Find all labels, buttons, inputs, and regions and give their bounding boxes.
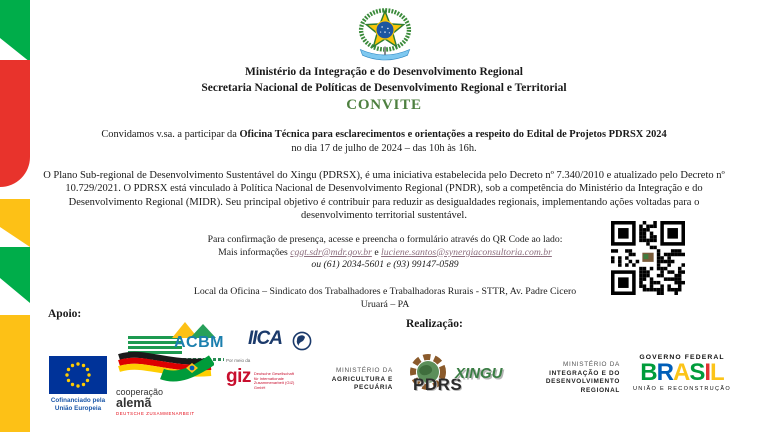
- giz-side-2: für Internationale: [253, 375, 284, 381]
- ministry-title: Ministério da Integração e do Desenvolvimento Regional: [245, 66, 523, 78]
- brazil-coat-of-arms-icon: [347, 6, 423, 64]
- program-description: O Plano Sub-regional de Desenvolvimento Sustentável do Xingu (PDRSX), é uma iniciativa estabelecida pelo Decreto nº 7.340/2010 e atualizado pelo Decreto nº 10.729/2021. O PDRSX está vinculado à Política Nacional de Desenvolvimento Regional (PNDR), sob a competência do Ministério da Integração e do Desenvolvimento Regional (MIDR). Seu principal objetivo é contribuir para reduzir as desigualdades regionais, implementando ações voltadas para o desenvolvimento territorial sustentável.: [43, 170, 725, 222]
- german-cooperation-logo: [116, 348, 216, 416]
- giz-side-1: Deutsche Gesellschaft: [253, 371, 294, 376]
- confirmation-line: Para confirmação de presença, acesse e preencha o formulário através do QR Code ao lado:: [207, 234, 563, 245]
- page-title: CONVITE: [346, 97, 422, 113]
- giz-side-3: Zusammenarbeit (GIZ) GmbH: [253, 380, 295, 390]
- apoio-label: Apoio:: [48, 308, 82, 320]
- invitation-event: Oficina Técnica para esclarecimentos e orientações a respeito do Edital de Projetos PDRSX 2024: [239, 129, 667, 140]
- midr-line-4: REGIONAL: [580, 386, 620, 394]
- iica-logo: [248, 328, 312, 362]
- giz-logo: [226, 358, 306, 406]
- pdrsx-wordmark-1: PDRS: [413, 375, 463, 394]
- location-block: [130, 285, 640, 311]
- iica-globe-icon: [292, 331, 312, 351]
- strip-yellow-triangle: [0, 227, 30, 247]
- mapa-line-3: PECUÁRIA: [354, 384, 393, 392]
- decorative-left-strip: [0, 0, 30, 432]
- midr-line-3: DESENVOLVIMENTO: [545, 378, 620, 386]
- eu-caption-2: União Europeia: [54, 404, 102, 412]
- eu-stars: [65, 362, 90, 387]
- confirmation-block: [130, 234, 640, 272]
- midr-line-2: INTEGRAÇÃO E DO: [549, 369, 620, 377]
- integration-ministry-logo: [524, 361, 620, 395]
- emails-separator: e: [371, 246, 382, 258]
- mapa-line-1: MINISTÉRIO DA: [335, 367, 393, 374]
- giz-pre-text: Por meio da: [226, 358, 251, 363]
- invitation-line: [38, 129, 730, 140]
- strip-yellow-bottom: [0, 315, 30, 432]
- governo-federal-logo: [626, 354, 738, 414]
- invitation-date: no dia 17 de julho de 2024 – das 10h às 16h.: [291, 143, 477, 154]
- email-link-cggt[interactable]: cggt.sdr@mdr.gov.br: [290, 246, 372, 258]
- strip-green-square-2: [0, 247, 30, 278]
- phones-line: ou (61) 2034-5601 e (93) 99147-0589: [311, 259, 459, 271]
- email-link-luciene[interactable]: luciene.santos@synergiaconsultoria.com.br: [381, 246, 552, 258]
- coop-word-2: alemã: [116, 396, 152, 410]
- eu-caption-1: Cofinanciado pela: [50, 397, 106, 404]
- realizacao-label: Realização:: [406, 318, 463, 330]
- acbm-wordmark: ACBM: [174, 334, 224, 351]
- more-info-line: [130, 247, 640, 260]
- brasil-wordmark: BRASIL: [640, 359, 724, 386]
- gov-bottom-text: UNIÃO E RECONSTRUÇÃO: [632, 386, 732, 392]
- gov-top-text: GOVERNO FEDERAL: [639, 354, 725, 361]
- coop-word-1: cooperação: [116, 387, 164, 397]
- more-info-prefix: Mais informações: [218, 246, 291, 258]
- strip-red-block: [0, 60, 30, 187]
- iica-wordmark: IICA: [248, 328, 282, 349]
- pdrsx-wordmark-2: XINGU: [455, 365, 503, 382]
- coop-caption: DEUTSCHE ZUSAMMENARBEIT: [116, 411, 195, 416]
- qr-pattern: [611, 221, 685, 295]
- eu-flag-icon: [49, 356, 107, 394]
- strip-yellow-square: [0, 199, 30, 227]
- strip-green-triangle-2: [0, 278, 30, 303]
- invitation-intro: Convidamos v.sa. a participar da: [101, 129, 240, 140]
- strip-green-square: [0, 0, 30, 38]
- eu-cofinancing-logo: [45, 356, 111, 412]
- location-line2: Uruará – PA: [360, 299, 410, 310]
- germany-brazil-ribbon-icon: [116, 348, 214, 382]
- pdrsxingu-logo: [407, 349, 509, 405]
- secretariat-title: Secretaria Nacional de Políticas de Desenvolvimento Regional e Territorial: [201, 82, 567, 94]
- mapa-line-2: AGRICULTURA E: [331, 375, 393, 383]
- strip-green-triangle: [0, 38, 30, 62]
- location-line1: Local da Oficina – Sindicato dos Trabalhadores e Trabalhadoras Rurais - STTR, Av. Padre Cicero: [193, 286, 577, 297]
- agriculture-ministry-logo: [295, 367, 393, 393]
- giz-wordmark: giz: [226, 366, 251, 387]
- midr-line-1: MINISTÉRIO DA: [562, 361, 620, 368]
